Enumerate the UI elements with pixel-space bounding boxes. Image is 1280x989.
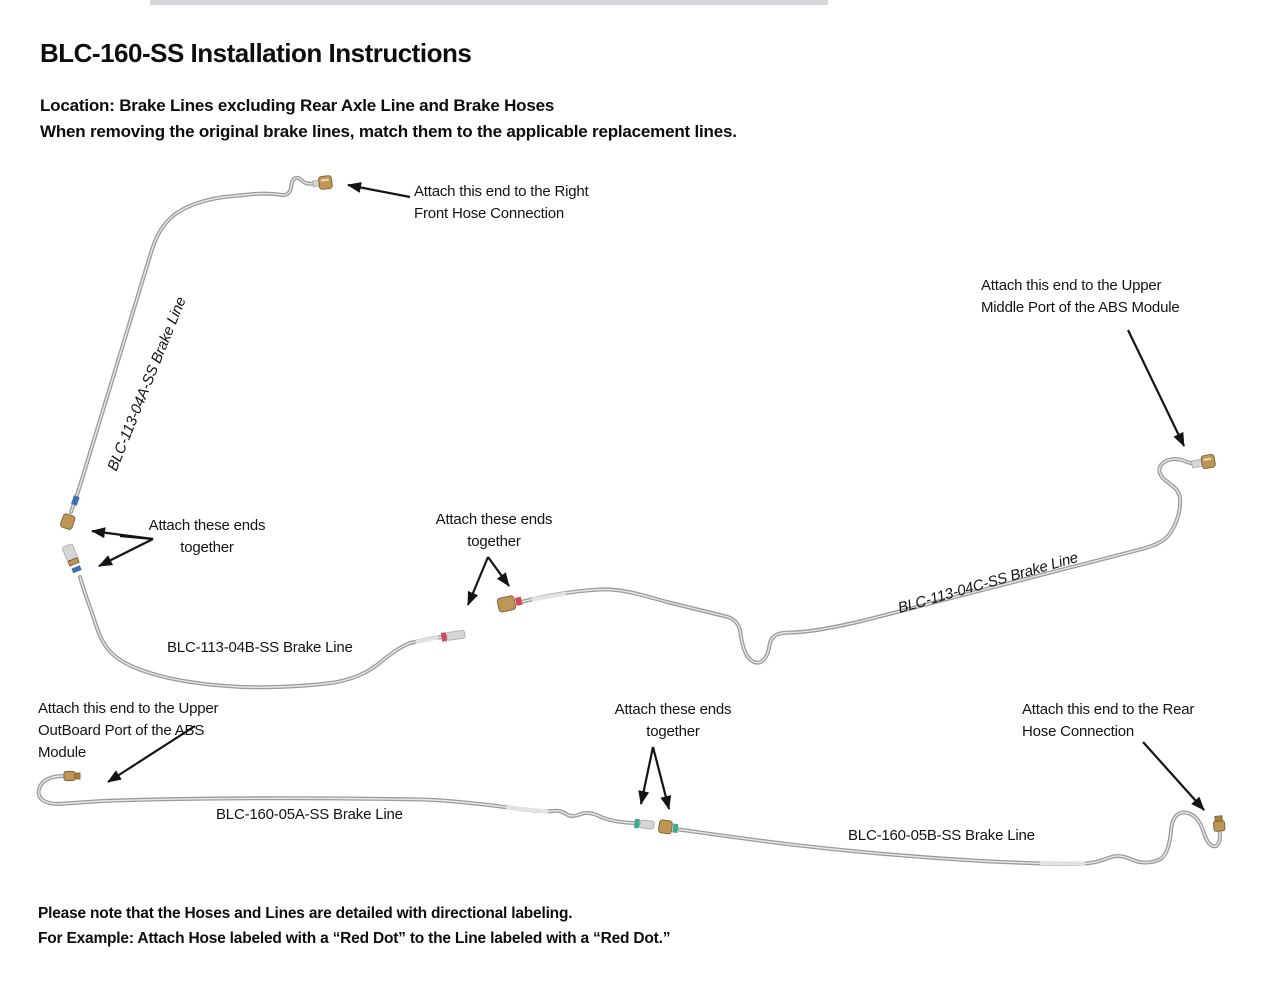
label-sleeve [1040, 863, 1085, 864]
label-sleeve [416, 638, 438, 643]
fitting-04c-joint-end [497, 594, 523, 613]
annotation-rear-hose [1022, 699, 1194, 743]
label-blc-113-04c: BLC-113-04C-SS Brake Line [896, 549, 1080, 617]
annotation-line: Attach these ends [435, 511, 553, 528]
label-blc-160-05a: BLC-160-05A-SS Brake Line [216, 806, 403, 823]
arrow-right-front-hose [348, 185, 410, 197]
fitting-04b-04c-joint [441, 630, 466, 642]
tube-blc-113-04b [80, 577, 448, 687]
annotation-join-04a-04b [132, 515, 282, 559]
location-line: Location: Brake Lines excluding Rear Axle Line and Brake Hoses [40, 96, 555, 115]
arrow-join-c-left [641, 747, 653, 804]
arrow-rear-hose [1143, 742, 1204, 810]
fitting-05a-abs-end [64, 772, 80, 781]
annotation-line: OutBoard Port of the ABS [38, 722, 205, 739]
arrow-join-b-left [468, 557, 488, 605]
annotation-line: together [180, 539, 234, 556]
label-blc-113-04b: BLC-113-04B-SS Brake Line [167, 639, 353, 656]
instruction-line: When removing the original brake lines, match them to the applicable replacement lines. [40, 122, 737, 141]
fitting-05b-joint-end [658, 820, 679, 836]
annotation-line: Front Hose Connection [414, 205, 565, 222]
arrow-join-b-right [488, 557, 509, 586]
band-04b-blue [71, 565, 81, 573]
fitting-05b-rear-hose-end [1213, 816, 1225, 832]
fitting-05a-joint-end [634, 819, 654, 830]
annotation-line: together [467, 533, 521, 550]
annotation-right-front-hose [414, 181, 589, 225]
arrow-join-c-right [653, 747, 669, 809]
page-title: BLC-160-SS Installation Instructions [40, 38, 472, 68]
footer-note-1: Please note that the Hoses and Lines are detailed with directional labeling. [38, 905, 573, 922]
annotation-line: Attach this end to the Rear [1022, 701, 1195, 718]
band-04c-red [515, 597, 523, 606]
footer-note-2: For Example: Attach Hose labeled with a “Red Dot” to the Line labeled with a “Red Dot.” [38, 930, 671, 947]
annotation-line: Attach this end to the Upper [38, 700, 219, 717]
band-05a-teal [634, 819, 640, 828]
fitting-04a-joint-end [60, 513, 76, 530]
annotation-join-04b-04c [419, 509, 569, 553]
annotation-line: Module [38, 744, 86, 761]
annotation-abs-upper-outboard [38, 698, 218, 764]
label-blc-160-05b: BLC-160-05B-SS Brake Line [848, 827, 1035, 844]
arrow-abs-middle-port [1128, 330, 1184, 446]
band-05b-teal [672, 823, 678, 833]
band-04a-blue [71, 495, 80, 505]
label-sleeve [506, 808, 548, 812]
tube-blc-113-04c [521, 459, 1194, 663]
fitting-04b-joint-end [62, 544, 83, 574]
fitting-04c-abs-end [1191, 454, 1216, 471]
annotation-line: Hose Connection [1022, 723, 1135, 740]
annotation-line: Attach these ends [148, 517, 266, 534]
annotation-abs-upper-middle [981, 275, 1179, 319]
annotation-line: Attach these ends [614, 701, 732, 718]
annotation-line: Attach this end to the Right [414, 183, 589, 200]
annotation-join-05a-05b [598, 699, 748, 743]
fitting-04a-front-hose-end [312, 175, 332, 190]
band-04b-red [441, 632, 447, 642]
annotation-line: Middle Port of the ABS Module [981, 299, 1180, 316]
label-blc-113-04a: BLC-113-04A-SS Brake Line [104, 294, 190, 474]
annotation-line: Attach this end to the Upper [981, 277, 1162, 294]
annotation-line: together [646, 723, 700, 740]
